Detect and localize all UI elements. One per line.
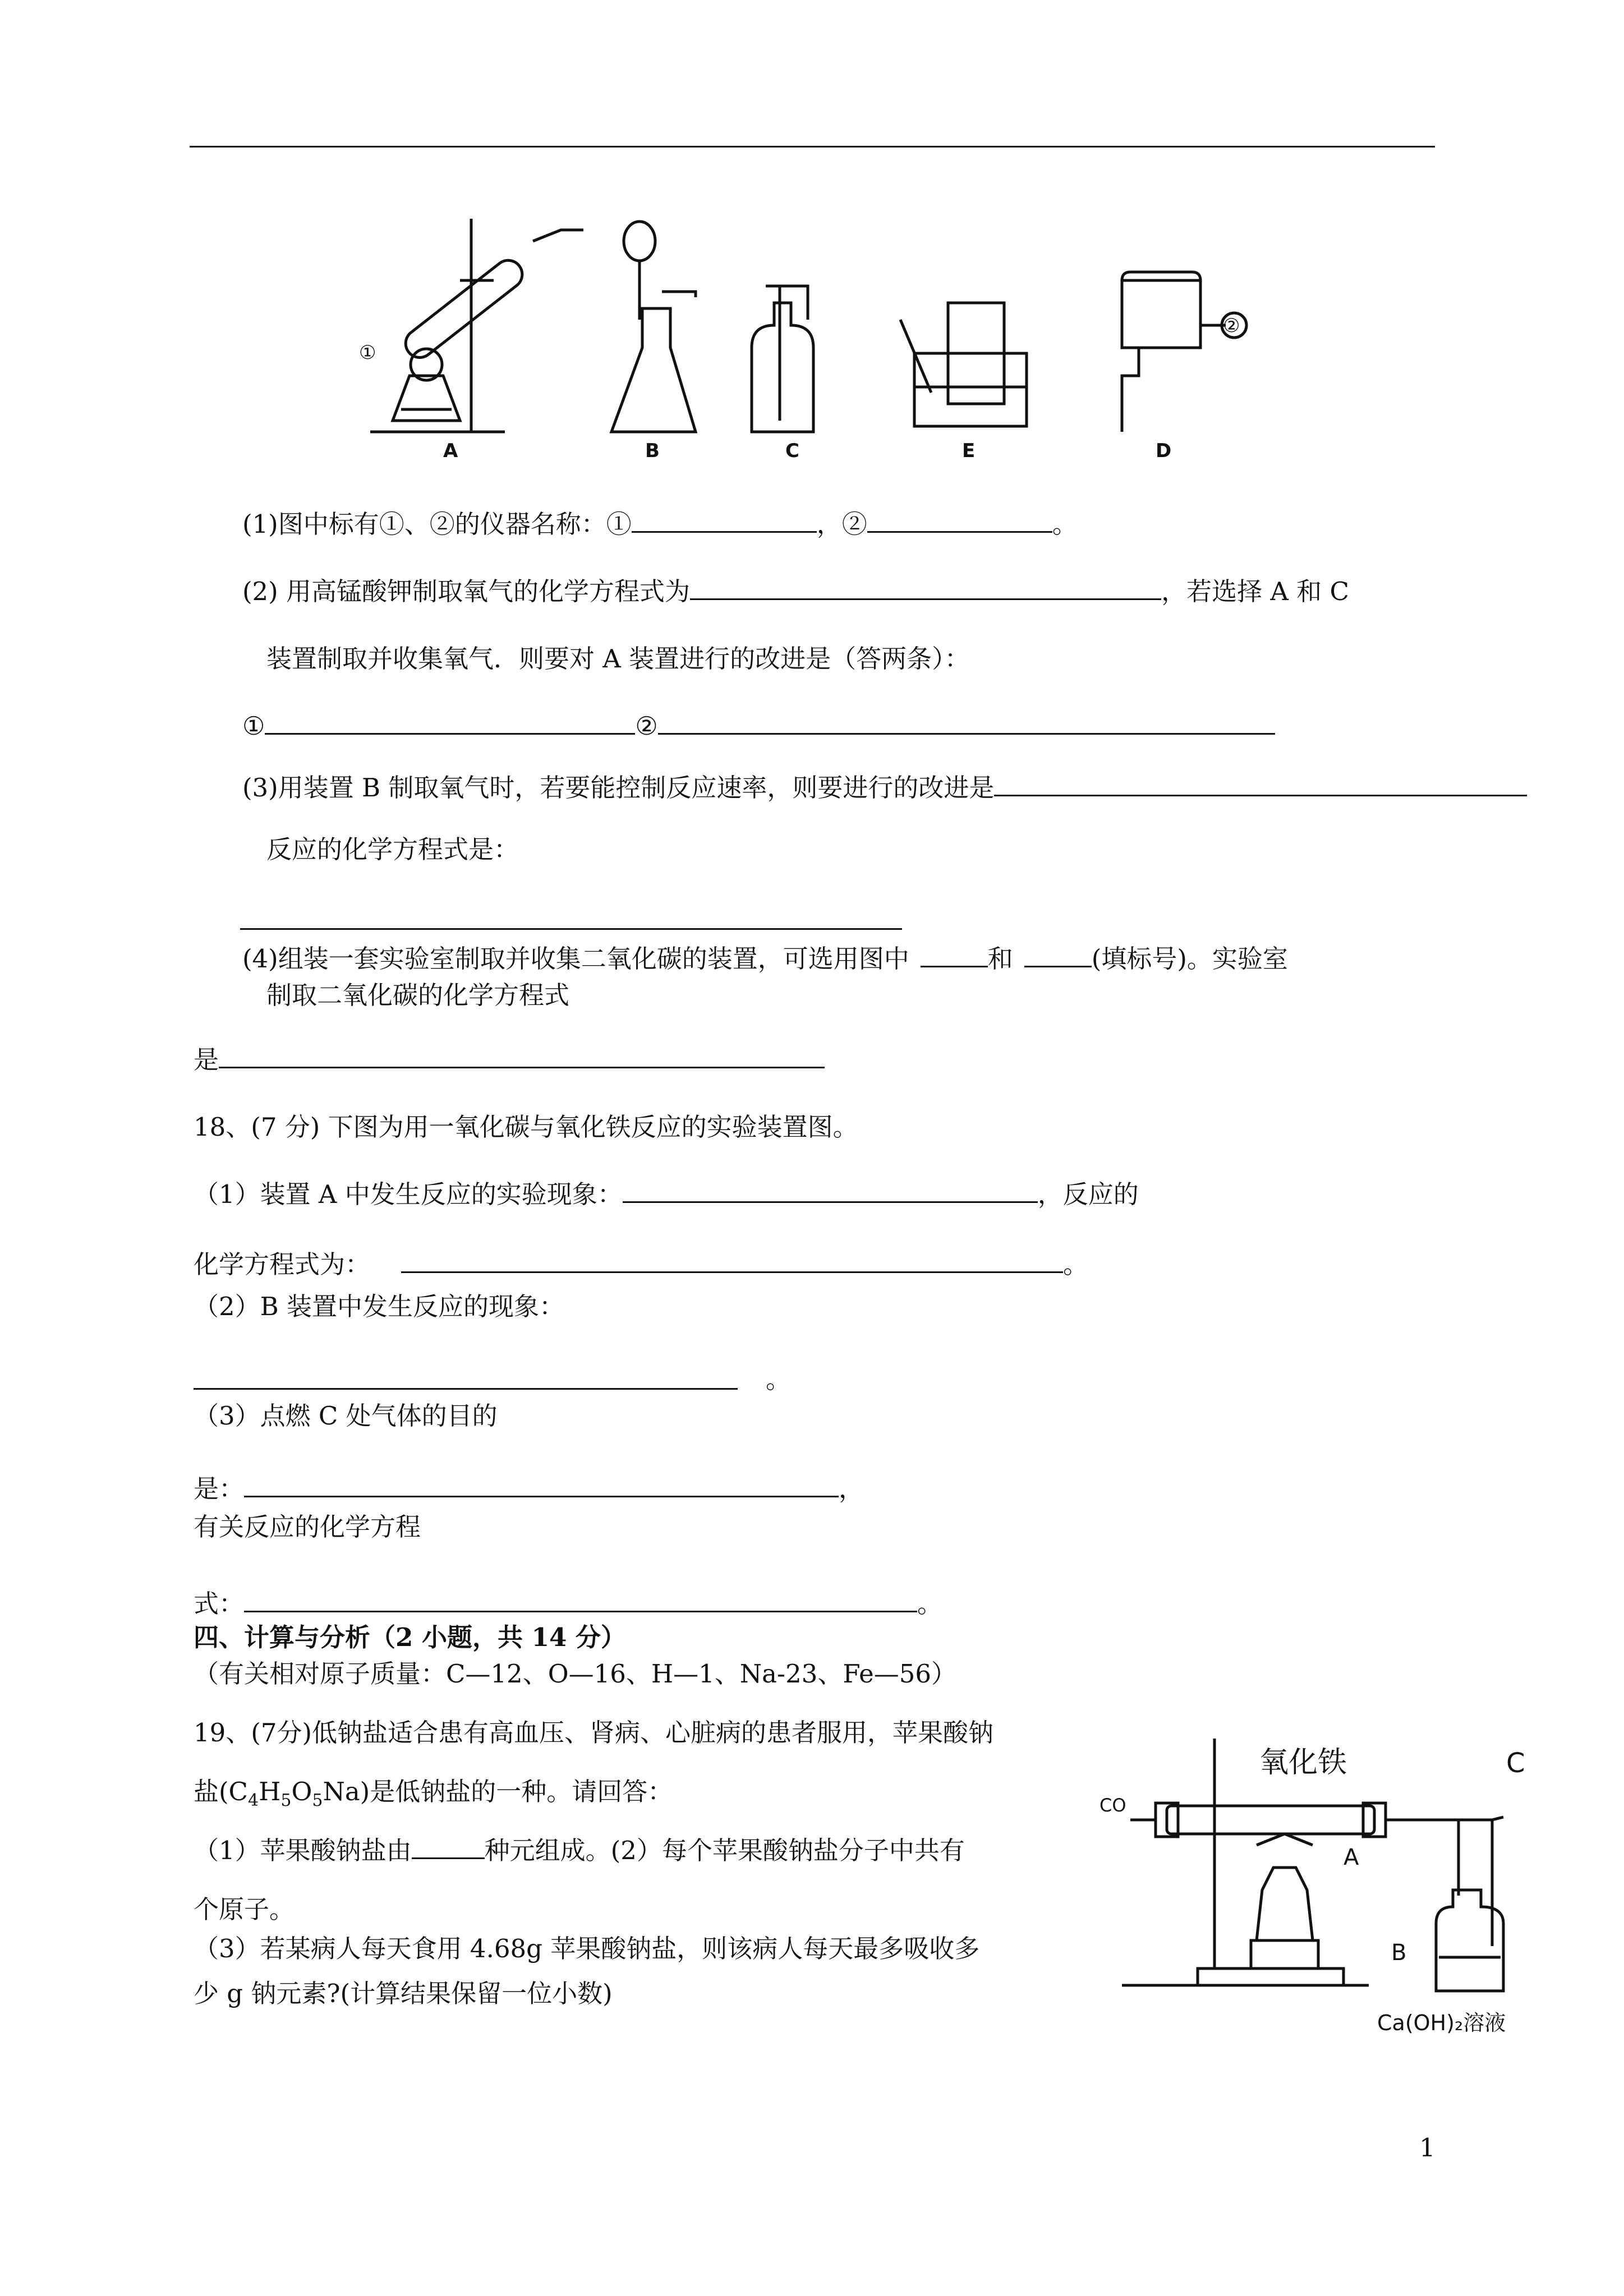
blank-co2-device-2[interactable] bbox=[1024, 942, 1092, 967]
blank-burn-purpose[interactable] bbox=[244, 1472, 839, 1497]
co-label: CO bbox=[1099, 1795, 1126, 1816]
q18-title: 18、(7 分) 下图为用一氧化碳与氧化铁反应的实验装置图。 bbox=[194, 1112, 858, 1142]
blank-b-equation[interactable] bbox=[240, 928, 902, 930]
q17-part2: (2) 用高锰酸钾制取氧气的化学方程式为 ，若选择 A 和 C bbox=[242, 575, 1349, 608]
co-reduction-figure bbox=[1099, 1727, 1559, 2041]
blank-kmno4-equation[interactable] bbox=[690, 575, 1161, 600]
figure-label-e: E bbox=[962, 440, 976, 462]
q18-part3-line4: 式： 。 bbox=[194, 1587, 942, 1621]
blank-burn-equation[interactable] bbox=[244, 1587, 917, 1612]
blank-a-phenomenon[interactable] bbox=[623, 1178, 1038, 1203]
blank-improvement-2[interactable] bbox=[658, 709, 1275, 735]
q18-part2: （2）B 装置中发生反应的现象： bbox=[194, 1292, 565, 1321]
q18-part2-end: 。 bbox=[766, 1364, 792, 1394]
blank-improvement-1[interactable] bbox=[265, 709, 635, 735]
apparatus-figure bbox=[348, 208, 1257, 465]
solution-label: Ca(OH)₂溶液 bbox=[1377, 2011, 1506, 2035]
q19-line4: 个原子。 bbox=[194, 1894, 295, 1924]
iron-oxide-label: 氧化铁 bbox=[1259, 1746, 1347, 1779]
q19-line2: 盐$(C_4H_5O_5Na)$是低钠盐的一种。请回答： bbox=[194, 1777, 673, 1810]
figure-label-b: B bbox=[645, 440, 660, 462]
blank-co2-device-1[interactable] bbox=[921, 942, 988, 967]
q18-part1: （1）装置 A 中发生反应的实验现象： ，反应的 bbox=[194, 1178, 1139, 1211]
mark-1: ① bbox=[359, 342, 376, 364]
blank-co2-equation[interactable] bbox=[219, 1043, 825, 1068]
q17-part3: (3)用装置 B 制取氧气时，若要能控制反应速率，则要进行的改进是 bbox=[242, 771, 1527, 805]
q18-part1-line2: 化学方程式为： 。 bbox=[194, 1248, 1088, 1281]
label-a: A bbox=[1344, 1845, 1359, 1870]
q18-part3-line3: 有关反应的化学方程 bbox=[194, 1512, 421, 1542]
blank-element-count[interactable] bbox=[412, 1834, 485, 1859]
q17-part4: (4)组装一套实验室制取并收集二氧化碳的装置，可选用图中 和 (填标号)。实验室 bbox=[242, 942, 1288, 976]
figure-label-d: D bbox=[1156, 440, 1172, 462]
q19-line3: （1）苹果酸钠盐由 种元组成。(2）每个苹果酸钠盐分子中共有 bbox=[194, 1834, 965, 1868]
blank-instrument-1[interactable] bbox=[632, 508, 817, 533]
q19-line1: 19、(7分)低钠盐适合患有高血压、肾病、心脏病的患者服用，苹果酸钠 bbox=[194, 1718, 994, 1748]
q17-part2-answers: ① ② bbox=[242, 709, 1275, 743]
label-c: C bbox=[1506, 1748, 1525, 1779]
q17-part2-line2: 装置制取并收集氧气．则要对 A 装置进行的改进是（答两条）： bbox=[266, 644, 970, 674]
q18-part3: （3）点燃 C 处气体的目的 bbox=[194, 1401, 498, 1431]
blank-instrument-2[interactable] bbox=[867, 508, 1052, 533]
blank-b-phenomenon[interactable] bbox=[194, 1388, 738, 1390]
q19-line6: 少 g 钠元素?(计算结果保留一位小数) bbox=[194, 1979, 613, 2008]
label-b: B bbox=[1391, 1940, 1407, 1966]
q17-part4-line2: 制取二氧化碳的化学方程式 bbox=[266, 980, 570, 1010]
atomic-mass-note: （有关相对原子质量：C—12、O—16、H—1、Na-23、Fe—56） bbox=[194, 1659, 957, 1689]
q17-part3-line2: 反应的化学方程式是： bbox=[266, 835, 519, 864]
page-number: 1 bbox=[1419, 2133, 1436, 2163]
q17-part1: (1)图中标有①、②的仪器名称：① ，② 。 bbox=[242, 508, 1078, 541]
figure-label-c: C bbox=[785, 440, 799, 462]
blank-a-equation[interactable] bbox=[401, 1248, 1063, 1273]
header-rule bbox=[190, 146, 1435, 147]
q17-part4-line3: 是 bbox=[194, 1043, 825, 1077]
mark-2: ② bbox=[1223, 315, 1240, 337]
blank-rate-control[interactable] bbox=[994, 771, 1527, 796]
section4-title: 四、计算与分析（2 小题，共 14 分） bbox=[194, 1622, 626, 1652]
q18-part3-line2: 是： ， bbox=[194, 1472, 864, 1506]
q19-line5: （3）若某病人每天食用 4.68g 苹果酸钠盐，则该病人每天最多吸收多 bbox=[194, 1934, 980, 1963]
figure-label-a: A bbox=[443, 440, 458, 462]
